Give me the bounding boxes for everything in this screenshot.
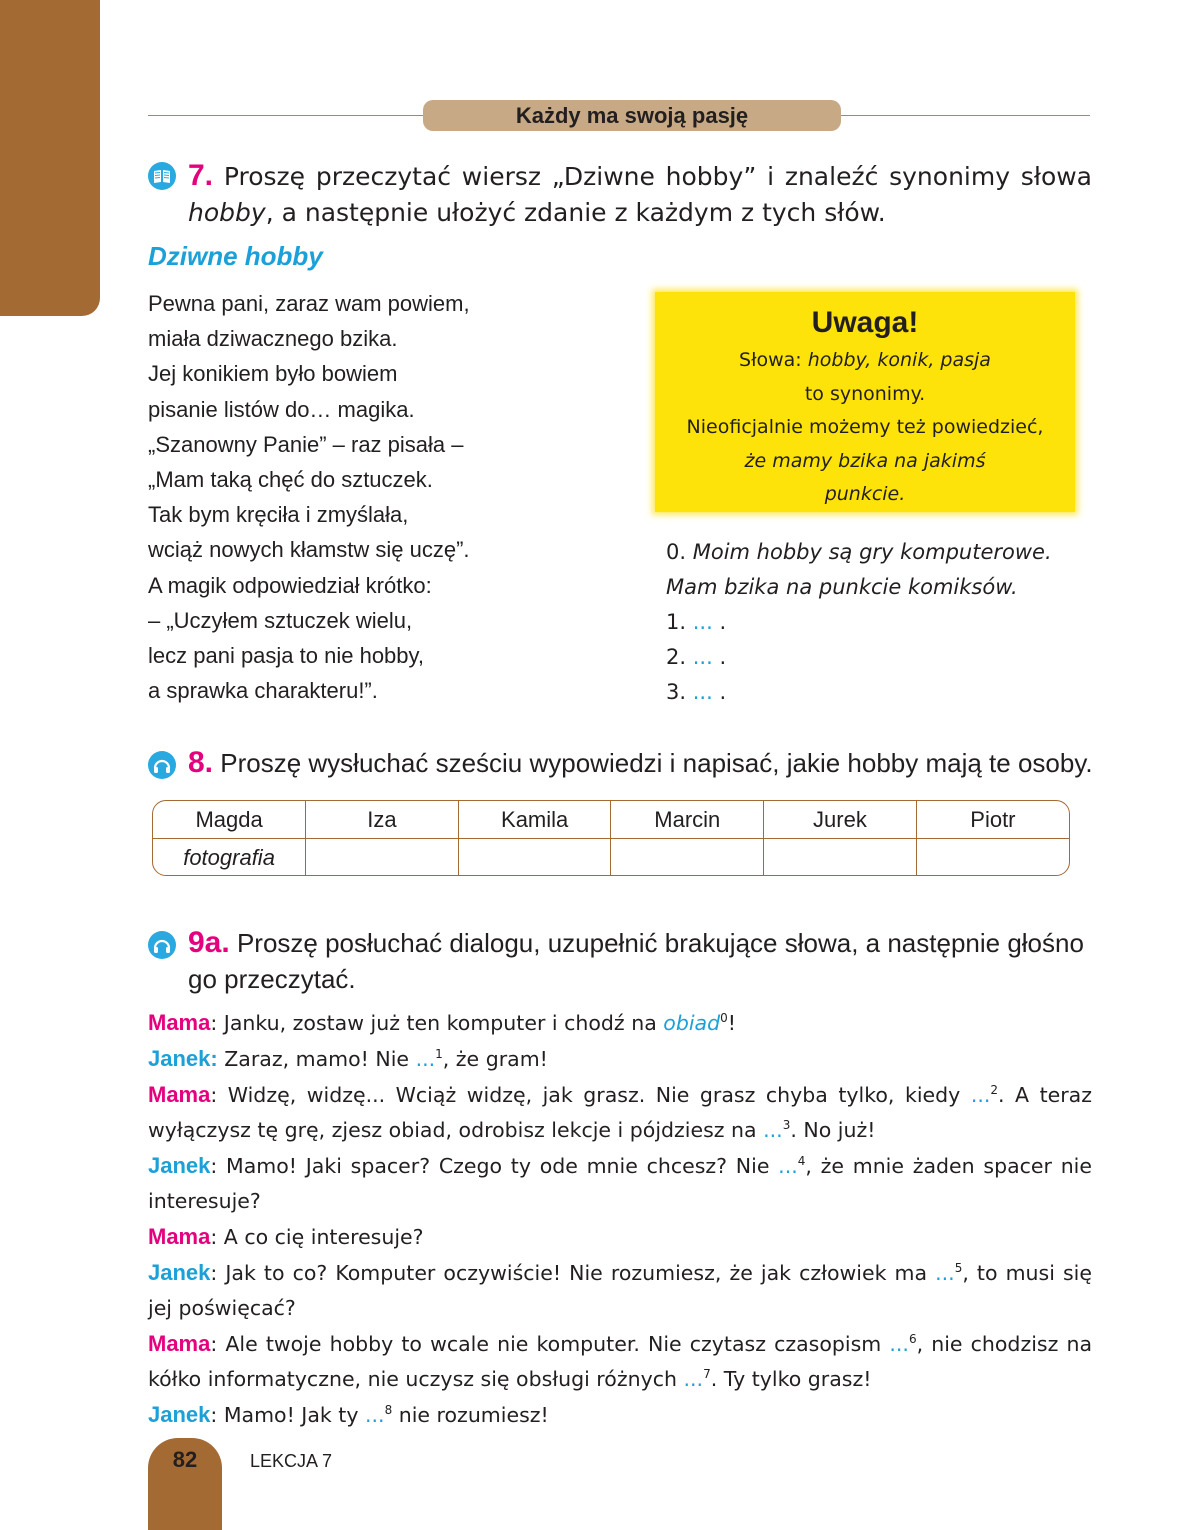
- example-answer: obiad: [663, 1011, 721, 1035]
- page-number: 82: [172, 1447, 198, 1472]
- task-7-instruction: 7. Proszę przeczytać wiersz „Dziwne hobby” i znaleźć synonimy słowa hobby, a następnie ułożyć zdanie z każdym z tych słów.: [188, 159, 1093, 227]
- dialog-gap[interactable]: ...: [763, 1118, 783, 1142]
- poem-line: Pewna pani, zaraz wam powiem,: [148, 291, 470, 316]
- note-body: Słowa: hobby, konik, pasja to synonimy. Nieoficjalnie możemy też powiedzieć, że mamy bzika na jakimś punkcie.: [686, 349, 1044, 505]
- dialog-line: Mama: Janku, zostaw już ten komputer i chodź na obiad$^0$!: [148, 1010, 736, 1035]
- answer-gap[interactable]: ...: [692, 680, 713, 704]
- answer-line-1: 1. ... .: [666, 610, 727, 634]
- poem-line: lecz pani pasja to nie hobby,: [148, 643, 424, 669]
- chapter-tab: [0, 0, 100, 316]
- speaker-janek: Janek: [148, 1402, 211, 1427]
- speaker-mama: Mama: [148, 1331, 211, 1356]
- dialog-gap[interactable]: ...: [935, 1261, 955, 1285]
- poem-line: Tak bym kręciła i zmyślała,: [148, 502, 409, 528]
- speaker-mama: Mama: [148, 1082, 211, 1107]
- note-title: Uwaga!: [811, 306, 919, 339]
- dialog: [148, 1005, 1092, 1433]
- task-9a-instruction: 9a. Proszę posłuchać dialogu, uzupełnić brakujące słowa, a następnie głośno go przeczytać.: [188, 926, 1084, 994]
- answer-gap[interactable]: ...: [692, 645, 713, 669]
- note-box: [655, 292, 1075, 512]
- speaker-janek: Janek: [148, 1153, 211, 1178]
- speaker-mama: Mama: [148, 1010, 211, 1035]
- table-header-cell: Marcin: [611, 801, 764, 839]
- answer-line-3: 3. ... .: [666, 680, 727, 704]
- table-answer-cell: fotografia: [153, 839, 306, 877]
- task-number: 7.: [188, 159, 214, 192]
- dialog-line: Janek: Mamo! Jak ty ...$^8$ nie rozumiesz!: [148, 1402, 549, 1427]
- poem-line: a sprawka charakteru!”.: [148, 678, 378, 704]
- poem-title: Dziwne hobby: [148, 241, 323, 271]
- speaker-janek: Janek:: [148, 1046, 218, 1071]
- task-number: 8.: [188, 746, 214, 779]
- table-answer-cell[interactable]: [611, 839, 764, 877]
- poem-line: A magik odpowiedział krótko:: [148, 572, 432, 598]
- poem-line: wciąż nowych kłamstw się uczę”.: [148, 537, 470, 563]
- headphones-icon: [148, 751, 176, 779]
- poem-line: – „Uczyłem sztuczek wielu,: [148, 607, 413, 633]
- dialog-gap[interactable]: ...: [889, 1332, 909, 1356]
- dialog-gap[interactable]: ...: [778, 1154, 798, 1178]
- task-number: 9a.: [188, 926, 230, 959]
- task-8-instruction: 8. Proszę wysłuchać sześciu wypowiedzi i napisać, jakie hobby mają te osoby.: [188, 746, 1093, 779]
- dialog-line: Mama: A co cię interesuje?: [148, 1224, 424, 1249]
- poem-line: pisanie listów do… magika.: [148, 396, 415, 422]
- table-row: [153, 839, 1069, 877]
- headphones-icon: [148, 931, 176, 959]
- table-header-cell: Piotr: [916, 801, 1069, 839]
- dialog-line: Janek: Mamo! Jaki spacer? Czego ty ode mnie chcesz? Nie ...$^4$, że mnie żaden spacer nie interesuje?: [148, 1153, 1092, 1213]
- table-header-cell: Kamila: [458, 801, 611, 839]
- poem: [148, 286, 628, 708]
- example-sentences: [666, 535, 1096, 710]
- dialog-gap[interactable]: ...: [415, 1047, 436, 1071]
- dialog-gap[interactable]: ...: [365, 1403, 385, 1427]
- table-header-cell: Iza: [306, 801, 459, 839]
- dialog-gap[interactable]: ...: [683, 1367, 704, 1391]
- table-answer-cell[interactable]: [306, 839, 459, 877]
- poem-line: miała dziwacznego bzika.: [148, 326, 398, 352]
- table-row: [153, 801, 1069, 839]
- dialog-line: Janek: Jak to co? Komputer oczywiście! Nie rozumiesz, że jak człowiek ma ...$^5$, to musi się jej poświęcać?: [148, 1260, 1092, 1320]
- lesson-label: LEKCJA 7: [250, 1451, 333, 1471]
- table-answer-cell[interactable]: [458, 839, 611, 877]
- table-answer-cell[interactable]: [916, 839, 1069, 877]
- dialog-line: Mama: Ale twoje hobby to wcale nie komputer. Nie czytasz czasopism ...$^6$, nie chodzisz na kółko informatyczne, nie uczysz się obsługi różnych ...$^7$. Ty tylko grasz!: [148, 1331, 1093, 1391]
- speaker-janek: Janek: [148, 1260, 211, 1285]
- table-answer-cell[interactable]: [764, 839, 917, 877]
- section-title: Każdy ma swoją pasję: [423, 100, 841, 131]
- answer-gap[interactable]: ...: [692, 610, 713, 634]
- poem-line: Jej konikiem było bowiem: [148, 361, 398, 387]
- table-header-cell: Jurek: [764, 801, 917, 839]
- hobby-table: [152, 800, 1070, 876]
- poem-line: „Mam taką chęć do sztuczek.: [148, 467, 433, 493]
- dialog-line: Janek: Zaraz, mamo! Nie ...$^1$, że gram!: [148, 1046, 548, 1071]
- dialog-gap[interactable]: ...: [970, 1083, 991, 1107]
- answer-line-2: 2. ... .: [666, 645, 727, 669]
- example-0-second: Mam bzika na punkcie komiksów.: [666, 575, 1018, 599]
- speaker-mama: Mama: [148, 1224, 211, 1249]
- poem-line: „Szanowny Panie” – raz pisała –: [148, 431, 464, 457]
- book-icon: [148, 162, 176, 190]
- table-header-cell: Magda: [153, 801, 306, 839]
- example-0: 0. Moim hobby są gry komputerowe.: [666, 540, 1052, 564]
- dialog-line: Mama: Widzę, widzę... Wciąż widzę, jak grasz. Nie grasz chyba tylko, kiedy ...$^2$. A teraz wyłączysz tę grę, zjesz obiad, odrobisz lekcje i pójdziesz na ...$^3$. No już!: [148, 1082, 1093, 1142]
